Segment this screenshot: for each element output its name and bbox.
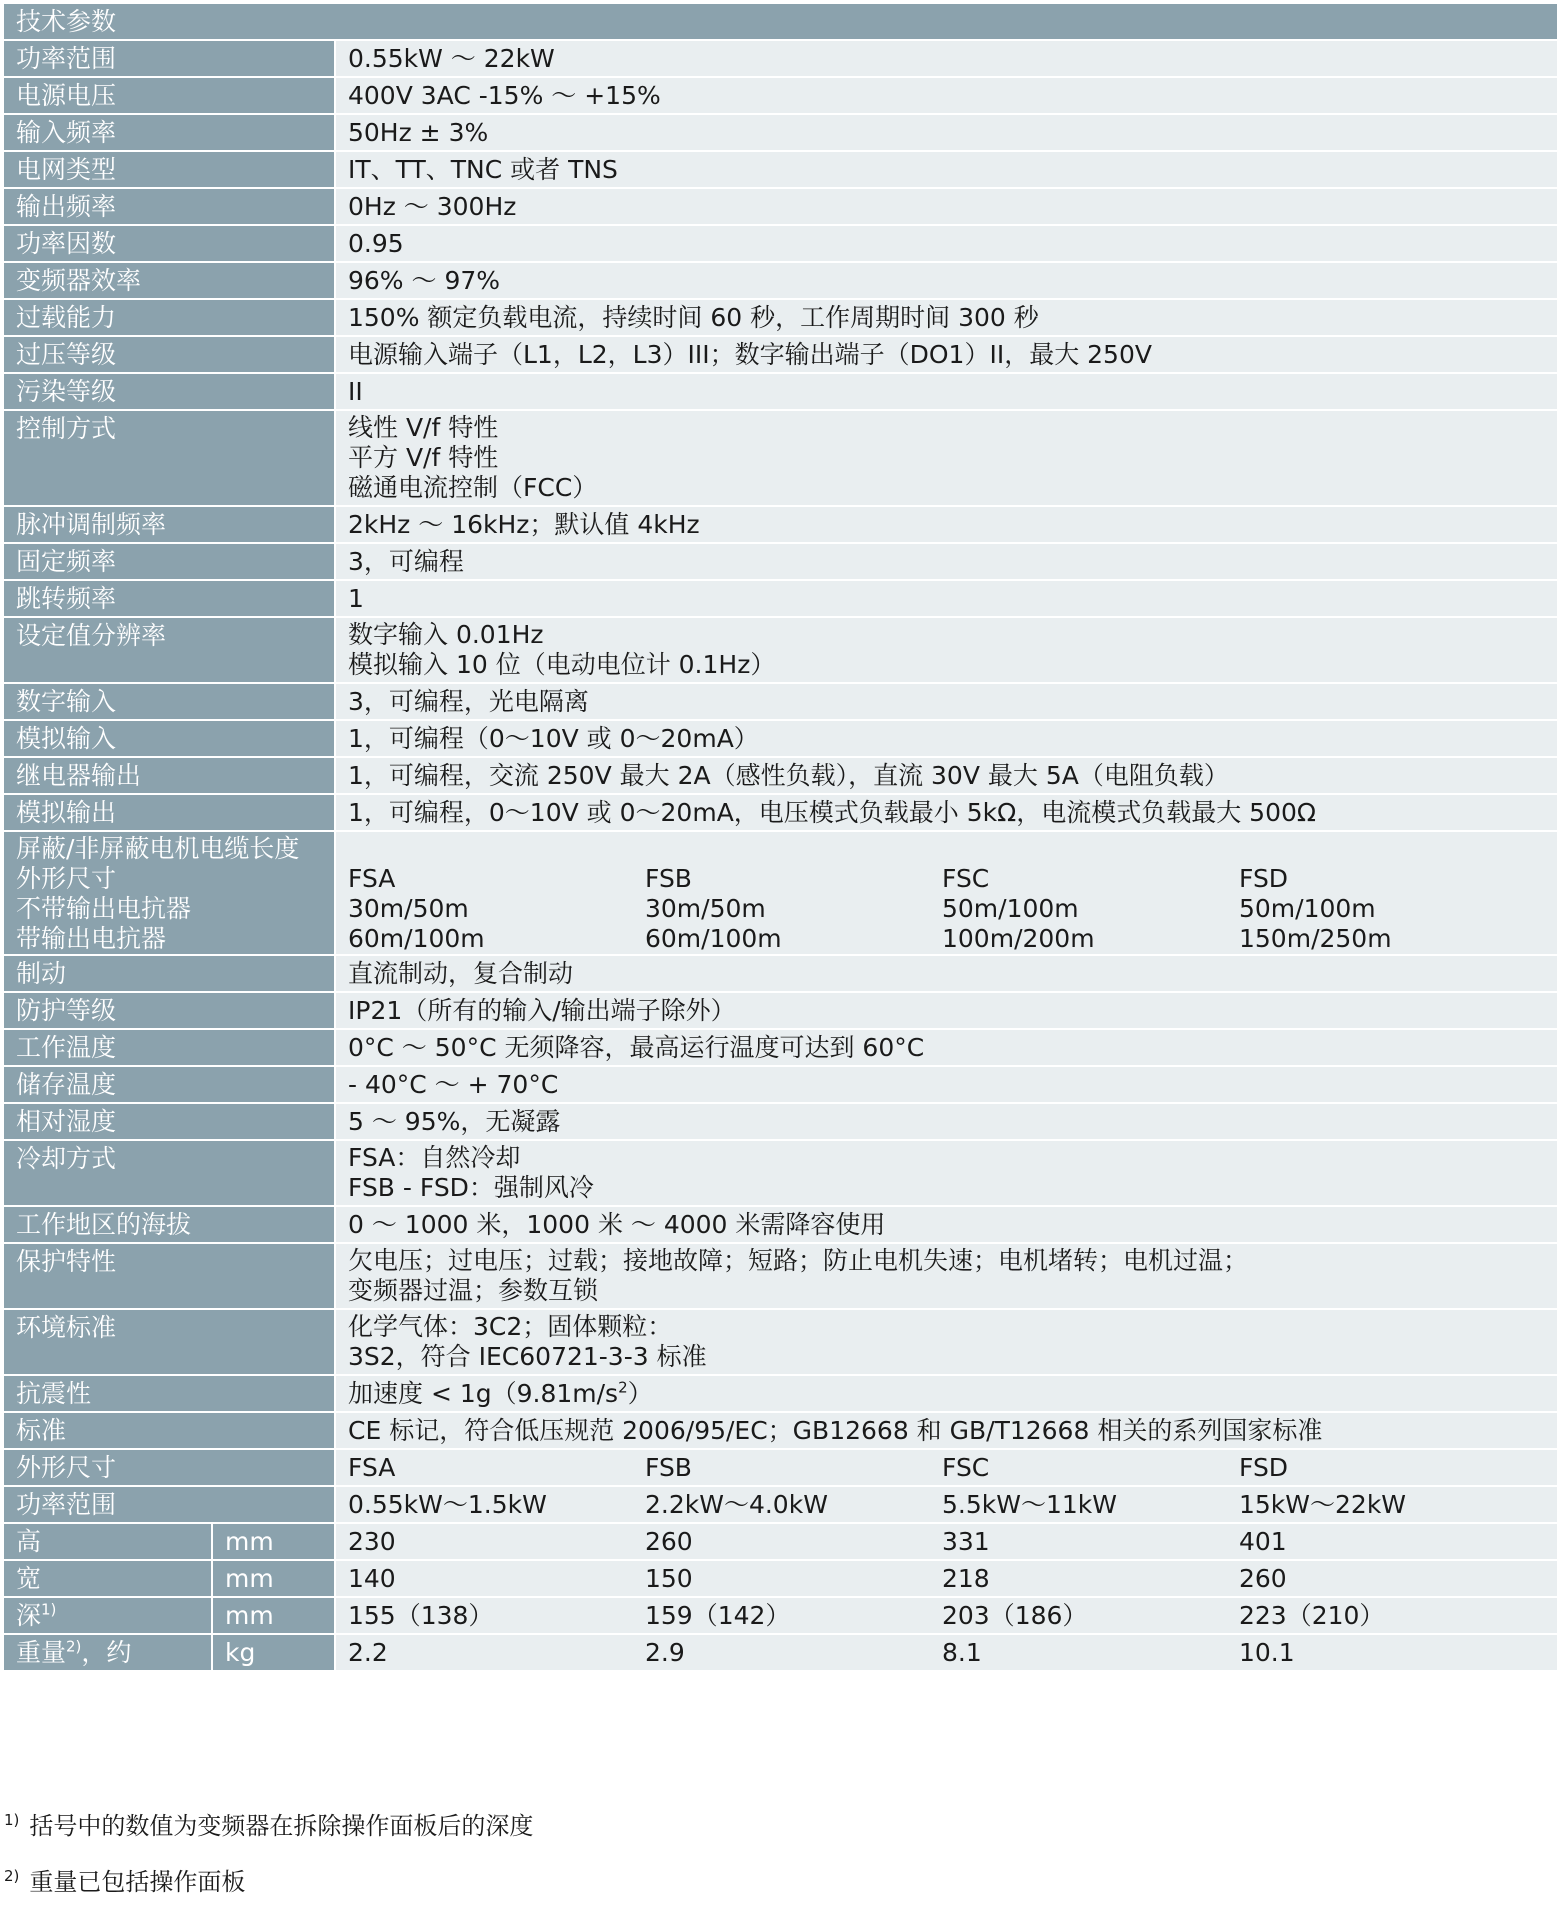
spec-value-text: 2kHz ～ 16kHz；默认值 4kHz	[348, 510, 700, 539]
dimension-values	[335, 1597, 1557, 1634]
spec-row	[4, 1206, 1557, 1243]
dimension-cell: 401	[1239, 1527, 1287, 1556]
cable-length-cell: 50m/100m	[1239, 894, 1376, 923]
spec-value	[335, 373, 1557, 410]
spec-label	[4, 580, 335, 617]
cable-length-cell: 30m/50m	[645, 894, 766, 923]
spec-value-text: 0°C ～ 50°C 无须降容，最高运行温度可达到 60°C	[348, 1033, 925, 1062]
spec-label	[4, 955, 335, 992]
dimension-cell: 218	[942, 1564, 990, 1593]
spec-label-text: 设定值分辨率	[16, 621, 167, 650]
footnotes	[4, 1808, 1557, 1920]
spec-value	[335, 955, 1557, 992]
spec-label	[4, 40, 335, 77]
spec-row	[4, 336, 1557, 373]
spec-label-text: 电源电压	[16, 81, 117, 110]
spec-label	[4, 992, 335, 1029]
spec-label-text: 工作温度	[16, 1033, 117, 1062]
cable-length-cell: 30m/50m	[348, 894, 469, 923]
cable-length-cell: 100m/200m	[942, 924, 1095, 953]
dimension-cell: 223（210）	[1239, 1601, 1385, 1630]
spec-value	[335, 1309, 1557, 1375]
cable-length-cells	[348, 894, 1557, 924]
dimension-unit-text: kg	[225, 1638, 256, 1667]
spec-row	[4, 373, 1557, 410]
spec-label-text: 制动	[16, 959, 67, 988]
spec-value-text: II	[348, 377, 363, 406]
spec-value	[335, 1140, 1557, 1206]
dimension-cell: FSD	[1239, 1453, 1289, 1482]
spec-value	[335, 992, 1557, 1029]
dimension-cell: 331	[942, 1527, 990, 1556]
spec-row	[4, 77, 1557, 114]
spec-value-text: 0Hz ～ 300Hz	[348, 192, 517, 221]
spec-label	[4, 1140, 335, 1206]
spec-row	[4, 151, 1557, 188]
dimension-cell: FSA	[348, 1453, 396, 1482]
spec-label	[4, 1243, 335, 1309]
dimension-cells	[348, 1635, 1557, 1670]
spec-value-line: 线性 V/f 特性	[348, 413, 499, 442]
spec-value-text: IP21（所有的输入/输出端子除外）	[348, 996, 736, 1025]
dimension-label-post: ，约	[81, 1638, 132, 1667]
dimension-cell: 15kW～22kW	[1239, 1490, 1407, 1519]
spec-value	[335, 188, 1557, 225]
spec-value-text: - 40°C ～ + 70°C	[348, 1070, 559, 1099]
spec-value	[335, 1029, 1557, 1066]
spec-value-text: 1	[348, 584, 364, 613]
spec-value-text: 1，可编程，交流 250V 最大 2A（感性负载），直流 30V 最大 5A（电阻负载）	[348, 761, 1229, 790]
dimension-row	[4, 1523, 1557, 1560]
spec-row	[4, 1103, 1557, 1140]
dimension-unit-text: mm	[225, 1601, 274, 1630]
spec-value-text: 1，可编程（0～10V 或 0～20mA）	[348, 724, 759, 753]
footnote	[4, 1864, 1557, 1900]
spec-label	[4, 1206, 335, 1243]
spec-value	[335, 683, 1557, 720]
spec-value-line: 磁通电流控制（FCC）	[348, 473, 598, 502]
spec-value-text: ）	[627, 1379, 653, 1408]
spec-label-text: 相对湿度	[16, 1107, 117, 1136]
dimension-cell: 2.2	[348, 1638, 388, 1667]
spec-label	[4, 373, 335, 410]
spec-label-text: 数字输入	[16, 687, 117, 716]
dimension-cell: FSB	[645, 1453, 692, 1482]
spec-value-line: 模拟输入 10 位（电动电位计 0.1Hz）	[348, 650, 776, 679]
dimension-cell: 10.1	[1239, 1638, 1295, 1667]
spec-row	[4, 794, 1557, 831]
dimension-values	[335, 1523, 1557, 1560]
spec-label	[4, 77, 335, 114]
dimension-label	[4, 1449, 335, 1486]
spec-row	[4, 580, 1557, 617]
spec-label-text: 工作地区的海拔	[16, 1210, 192, 1239]
spec-value	[335, 225, 1557, 262]
dimension-label-text: 深	[16, 1601, 42, 1630]
dimension-label-text: 高	[16, 1527, 42, 1556]
cable-length-values	[335, 831, 1557, 955]
dimension-row-frame	[4, 1449, 1557, 1486]
spec-value-text: 3，可编程，光电隔离	[348, 687, 589, 716]
spec-label	[4, 1375, 335, 1412]
dimension-label	[4, 1486, 335, 1523]
dimension-unit	[212, 1597, 335, 1634]
dimension-row-power	[4, 1486, 1557, 1523]
spec-label	[4, 1066, 335, 1103]
spec-value	[335, 299, 1557, 336]
dimension-cell: 8.1	[942, 1638, 982, 1667]
footnote	[4, 1808, 1557, 1844]
dimension-row	[4, 1634, 1557, 1671]
spec-label	[4, 188, 335, 225]
spec-label	[4, 506, 335, 543]
spec-label-text: 固定频率	[16, 547, 117, 576]
dimension-cell: 5.5kW～11kW	[942, 1490, 1117, 1519]
spec-value-line: 3S2，符合 IEC60721-3-3 标准	[348, 1342, 707, 1371]
spec-value	[335, 794, 1557, 831]
spec-row	[4, 1066, 1557, 1103]
spec-value	[335, 543, 1557, 580]
spec-value-text: 0 ～ 1000 米，1000 米 ～ 4000 米需降容使用	[348, 1210, 886, 1239]
cable-length-row-label: 带输出电抗器	[16, 924, 167, 953]
dimension-label	[4, 1523, 212, 1560]
dimension-label-sup: 1)	[41, 1600, 57, 1619]
spec-value-sup: 2	[618, 1378, 628, 1397]
cable-length-cell: FSC	[942, 864, 990, 893]
dimension-cells	[348, 1524, 1557, 1559]
spec-row	[4, 1140, 1557, 1206]
dimension-label-text: 外形尺寸	[16, 1453, 117, 1482]
spec-label-text: 过压等级	[16, 340, 117, 369]
spec-value-line: 数字输入 0.01Hz	[348, 620, 544, 649]
spec-label-text: 跳转频率	[16, 584, 117, 613]
dimension-cell: 203（186）	[942, 1601, 1088, 1630]
spec-value	[335, 114, 1557, 151]
spec-value-text: 0.55kW ～ 22kW	[348, 44, 555, 73]
spec-value-text: 150% 额定负载电流，持续时间 60 秒，工作周期时间 300 秒	[348, 303, 1039, 332]
spec-row	[4, 262, 1557, 299]
spec-label	[4, 225, 335, 262]
spec-label	[4, 543, 335, 580]
spec-label	[4, 336, 335, 373]
footnote-text: 括号中的数值为变频器在拆除操作面板后的深度	[29, 1812, 534, 1840]
dimension-cell: 2.9	[645, 1638, 685, 1667]
cable-length-cells	[348, 864, 1557, 894]
spec-value	[335, 262, 1557, 299]
spec-value-text: 3，可编程	[348, 547, 464, 576]
table-header-row	[4, 4, 1557, 40]
spec-value-line: FSB - FSD：强制风冷	[348, 1173, 594, 1202]
spec-value-text: 50Hz ± 3%	[348, 118, 489, 147]
spec-value-text: 直流制动，复合制动	[348, 959, 574, 988]
spec-value-text: IT、TT、TNC 或者 TNS	[348, 155, 618, 184]
spec-label	[4, 1029, 335, 1066]
dimension-label-text: 重量	[16, 1638, 67, 1667]
footnote-mark: 1)	[4, 1811, 20, 1829]
dimension-cells	[348, 1598, 1557, 1633]
spec-row	[4, 1243, 1557, 1309]
spec-value-text: 0.95	[348, 229, 404, 258]
spec-label-text: 冷却方式	[16, 1144, 117, 1173]
dimension-cell: 260	[645, 1527, 693, 1556]
cable-length-row-label: 不带输出电抗器	[16, 894, 192, 923]
spec-value	[335, 757, 1557, 794]
spec-value	[335, 580, 1557, 617]
spec-value	[335, 720, 1557, 757]
dimension-cell: 0.55kW～1.5kW	[348, 1490, 547, 1519]
spec-value	[335, 1066, 1557, 1103]
cable-length-title: 屏蔽/非屏蔽电机电缆长度	[16, 834, 300, 863]
cable-length-cell: 60m/100m	[348, 924, 485, 953]
spec-value	[335, 77, 1557, 114]
spec-label	[4, 1412, 335, 1449]
spec-label-text: 标准	[16, 1416, 67, 1445]
table-header	[4, 4, 1557, 40]
spec-row	[4, 1309, 1557, 1375]
spec-label	[4, 114, 335, 151]
spec-value-text: 1，可编程，0～10V 或 0～20mA，电压模式负载最小 5kΩ，电流模式负载最大 500Ω	[348, 798, 1316, 827]
spec-value-text: 电源输入端子（L1，L2，L3）III；数字输出端子（DO1）II，最大 250V	[348, 340, 1152, 369]
spec-value	[335, 1103, 1557, 1140]
cable-length-cell: 150m/250m	[1239, 924, 1392, 953]
dimension-row	[4, 1560, 1557, 1597]
dimension-cell: 155（138）	[348, 1601, 494, 1630]
spec-value	[335, 336, 1557, 373]
cable-length-cell: FSD	[1239, 864, 1289, 893]
spec-row	[4, 1412, 1557, 1449]
spec-label	[4, 262, 335, 299]
spec-value-line: 欠电压；过电压；过载；接地故障；短路；防止电机失速；电机堵转；电机过温；	[348, 1246, 1249, 1275]
spec-row	[4, 40, 1557, 77]
cable-length-labels	[4, 831, 335, 955]
spec-value	[335, 410, 1557, 506]
dimension-cell: 260	[1239, 1564, 1287, 1593]
spec-row	[4, 299, 1557, 336]
cable-length-row	[4, 831, 1557, 955]
dimension-unit-text: mm	[225, 1564, 274, 1593]
spec-value	[335, 617, 1557, 683]
cable-length-cells	[348, 924, 1557, 954]
spec-label	[4, 757, 335, 794]
dimension-values	[335, 1634, 1557, 1671]
spec-value-text: 5 ～ 95%，无凝露	[348, 1107, 561, 1136]
spec-row	[4, 506, 1557, 543]
cable-length-row-label: 外形尺寸	[16, 864, 117, 893]
footnote-mark: 2)	[4, 1867, 20, 1885]
dimension-values	[335, 1486, 1557, 1523]
spec-label-text: 输入频率	[16, 118, 117, 147]
spec-label-text: 环境标准	[16, 1313, 117, 1342]
dimension-label	[4, 1597, 212, 1634]
spec-row	[4, 992, 1557, 1029]
spec-value	[335, 1206, 1557, 1243]
spec-value-text: 96% ～ 97%	[348, 266, 501, 295]
spec-label-text: 电网类型	[16, 155, 117, 184]
spec-row	[4, 410, 1557, 506]
dimension-label-sup: 2)	[66, 1637, 82, 1656]
dimension-unit	[212, 1523, 335, 1560]
spec-table	[4, 4, 1557, 1672]
spec-label	[4, 299, 335, 336]
spec-row	[4, 114, 1557, 151]
dimension-label	[4, 1634, 212, 1671]
spec-label-text: 继电器输出	[16, 761, 142, 790]
dimension-cell: 150	[645, 1564, 693, 1593]
dimension-unit	[212, 1560, 335, 1597]
spec-label-text: 污染等级	[16, 377, 117, 406]
dimension-cell: 159（142）	[645, 1601, 791, 1630]
dimension-label	[4, 1560, 212, 1597]
spec-row	[4, 720, 1557, 757]
spec-row	[4, 1375, 1557, 1412]
spec-row	[4, 188, 1557, 225]
dimension-unit	[212, 1634, 335, 1671]
spec-label-text: 功率因数	[16, 229, 117, 258]
spec-label-text: 输出频率	[16, 192, 117, 221]
cable-length-cell: 50m/100m	[942, 894, 1079, 923]
dimension-values	[335, 1560, 1557, 1597]
spec-row	[4, 1029, 1557, 1066]
spec-label-text: 储存温度	[16, 1070, 117, 1099]
spec-label-text: 模拟输出	[16, 798, 117, 827]
spec-value	[335, 1243, 1557, 1309]
spec-label	[4, 794, 335, 831]
footnote-text: 重量已包括操作面板	[29, 1868, 246, 1896]
spec-row	[4, 683, 1557, 720]
spec-row	[4, 757, 1557, 794]
spec-label	[4, 1103, 335, 1140]
dimension-cells	[348, 1561, 1557, 1596]
dimension-label-text: 功率范围	[16, 1490, 117, 1519]
spec-row	[4, 225, 1557, 262]
spec-label-text: 保护特性	[16, 1247, 117, 1276]
spec-label-text: 变频器效率	[16, 266, 142, 295]
dimension-cells	[348, 1487, 1557, 1522]
spec-row	[4, 617, 1557, 683]
spec-value	[335, 506, 1557, 543]
dimension-cells	[348, 1450, 1557, 1485]
spec-value-line: 平方 V/f 特性	[348, 443, 499, 472]
dimension-label-text: 宽	[16, 1564, 42, 1593]
dimension-cell: 230	[348, 1527, 396, 1556]
spec-value-text: 400V 3AC -15% ～ +15%	[348, 81, 661, 110]
dimension-unit-text: mm	[225, 1527, 274, 1556]
spec-label	[4, 1309, 335, 1375]
spec-label-text: 脉冲调制频率	[16, 510, 167, 539]
spec-label	[4, 617, 335, 683]
spec-row	[4, 543, 1557, 580]
dimension-cell: 140	[348, 1564, 396, 1593]
spec-label	[4, 410, 335, 506]
spec-value	[335, 1375, 1557, 1412]
spec-label-text: 过载能力	[16, 303, 117, 332]
spec-label	[4, 151, 335, 188]
spec-label-text: 功率范围	[16, 44, 117, 73]
spec-value	[335, 1412, 1557, 1449]
spec-label	[4, 683, 335, 720]
spec-value-line: FSA：自然冷却	[348, 1143, 521, 1172]
cable-length-cell: FSB	[645, 864, 692, 893]
cable-length-cell: 60m/100m	[645, 924, 782, 953]
spec-label-text: 防护等级	[16, 996, 117, 1025]
spec-value	[335, 40, 1557, 77]
spec-label-text: 抗震性	[16, 1379, 92, 1408]
spec-label-text: 模拟输入	[16, 724, 117, 753]
dimension-row	[4, 1597, 1557, 1634]
dimension-cell: FSC	[942, 1453, 990, 1482]
spec-label	[4, 720, 335, 757]
spec-value-line: 化学气体：3C2；固体颗粒：	[348, 1312, 673, 1341]
dimension-cell: 2.2kW～4.0kW	[645, 1490, 828, 1519]
spec-row	[4, 955, 1557, 992]
spec-value	[335, 151, 1557, 188]
table-header-title: 技术参数	[16, 7, 117, 36]
spec-label-text: 控制方式	[16, 414, 117, 443]
spec-value-text: 加速度 < 1g（9.81m/s	[348, 1379, 619, 1408]
spec-value-text: CE 标记，符合低压规范 2006/95/EC；GB12668 和 GB/T12668 相关的系列国家标准	[348, 1416, 1323, 1445]
cable-length-cell: FSA	[348, 864, 396, 893]
spec-value-line: 变频器过温；参数互锁	[348, 1276, 599, 1305]
dimension-values	[335, 1449, 1557, 1486]
cable-length-spacer	[348, 834, 1557, 864]
